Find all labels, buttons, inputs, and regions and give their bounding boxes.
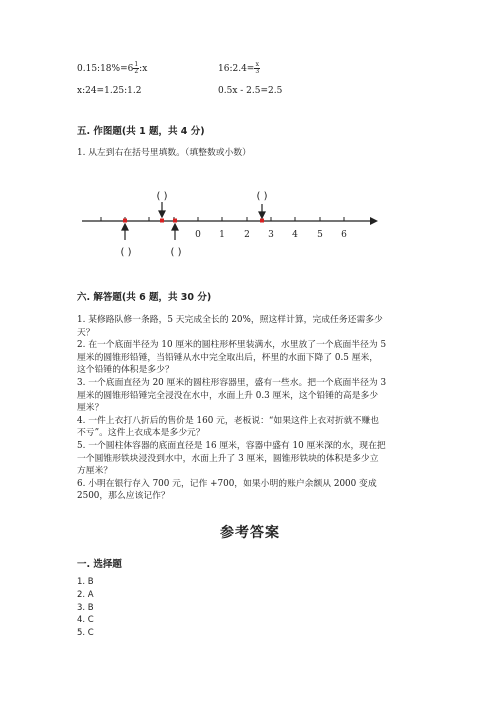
tick-label: 0 [195,230,201,240]
question-line: 这个铅锤的体积是多少？ [77,365,174,376]
answer-item: 1. B [77,577,94,587]
marker-red [123,219,127,223]
answer-item: 5. C [77,628,94,639]
equation-1-suffix: :x [139,64,148,74]
fraction-denominator: 3 [255,68,260,75]
fraction-numerator: 1 [134,61,139,68]
number-line-figure [70,180,390,270]
tick-label: 6 [341,230,347,240]
section-6-heading: 六. 解答题(共 6 题，共 30 分) [77,292,212,303]
tick-label: 5 [317,230,323,240]
question-line: 厘米？ [77,403,104,414]
question-line: 一个圆锥形铁块浸没到水中，水面上升了 3 厘米，圆锥形铁块的体积是多少立 [77,453,379,464]
tick-label: 2 [244,230,250,240]
question-line: 厘米的圆锥形铅锤完全浸没在水中，水面上升 0.3 厘米，这个铅锤的高是多少 [77,390,379,401]
equation-4: 0.5x - 2.5=2.5 [218,86,283,96]
section-5-heading: 五. 作图题(共 1 题，共 4 分) [77,126,205,137]
number-line-arrowhead [370,217,378,225]
answer-blank-bottom-2: ( ) [170,247,182,258]
question-line: 2500，那么应该记作？ [77,491,170,502]
tick-label: 1 [219,230,225,240]
section-5-question: 1. 从左到右在括号里填数。（填整数或小数） [77,148,251,158]
arrowhead-up-1 [122,224,128,230]
tick-label: 4 [292,230,298,240]
answer-list [77,576,94,640]
question-line: 不亏”。这件上衣成本是多少元？ [77,428,205,439]
question-line: 3. 一个底面直径为 20 厘米的圆柱形容器里，盛有一些水。把一个底面半径为 3 [77,377,387,388]
answer-blank-top-1: ( ) [156,191,168,202]
equation-2-prefix: 16:2.4= [218,64,255,74]
answer-item: 2. A [77,589,94,600]
fraction-numerator: x [255,61,259,68]
section-6-questions [77,314,457,503]
question-line: 天？ [77,327,95,338]
question-line: 6. 小明在银行存入 700 元，记作 +700，如果小明的账户余额从 2000 变成 [77,478,377,489]
arrowhead-down-2 [259,212,265,218]
fraction-denominator: 2 [134,68,139,75]
answer-key-title: 参考答案 [220,525,280,541]
arrowhead-up-2 [172,224,178,230]
equation-2-fraction [254,62,260,75]
question-line: 厘米的圆锥形铅锤，当铅锤从水中完全取出后，杯里的水面下降了 0.5 厘米， [77,352,379,363]
equation-2 [218,62,260,75]
question-line: 2. 在一个底面半径为 10 厘米的圆柱形杯里装满水，水里放了一个底面半径为 5 [77,340,387,351]
answer-item: 3. B [77,602,94,613]
answer-item: 4. C [77,615,94,626]
answer-section-heading: 一. 选择题 [77,559,122,570]
answer-blank-top-2: ( ) [256,191,268,202]
question-line: 5. 一个圆柱体容器的底面直径是 16 厘米，容器中盛有 10 厘米深的水，现在把 [77,440,386,451]
question-line: 4. 一件上衣打八折后的售价是 160 元，老板说：“如果这件上衣对折就不赚也 [77,415,379,426]
question-line: 1. 某修路队修一条路，5 天完成全长的 20%，照这样计算，完成任务还需多少 [77,315,383,325]
question-line: 方厘米？ [77,466,113,477]
equation-1-prefix: 0.15:18%=6 [77,64,134,74]
arrowhead-down-1 [159,211,165,217]
equation-3: x:24=1.25:1.2 [77,86,142,96]
marker-red [173,219,177,223]
tick-label: 3 [268,230,274,240]
answer-blank-bottom-1: ( ) [120,247,132,258]
equation-1 [77,62,147,75]
marker-red [160,219,164,223]
